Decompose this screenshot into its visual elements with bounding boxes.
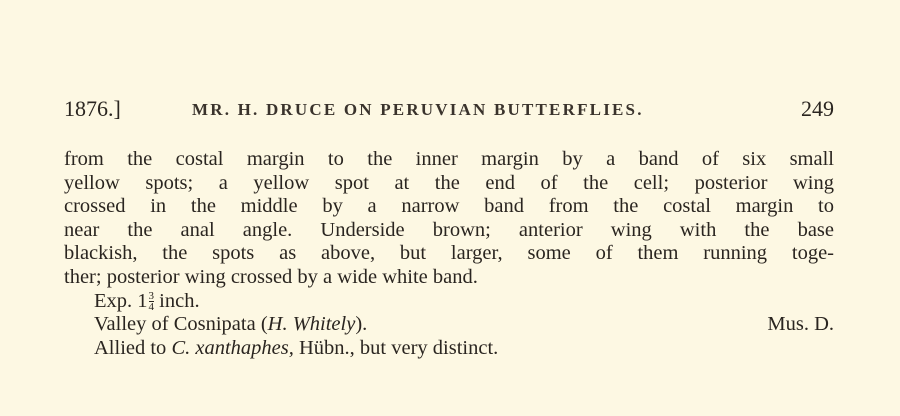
page-number: 249	[801, 96, 834, 121]
text-line: near the anal angle. Underside brown; anterior wing with the base	[64, 218, 834, 241]
fraction-denominator: 4	[148, 301, 155, 314]
allied-species: C. xanthaphes,	[171, 336, 294, 359]
header-year: 1876.]	[64, 96, 121, 121]
text-line: from the costal margin to the inner margin by a band of six small	[64, 148, 834, 170]
text-line: yellow spots; a yellow spot at the end of the cell; posterior wing	[64, 171, 834, 194]
locality-before: Valley of Cosnipata (	[94, 313, 268, 336]
page-header	[64, 96, 834, 126]
museum-label: Mus. D.	[767, 313, 834, 336]
body-text	[64, 148, 834, 360]
allied-line	[64, 337, 834, 361]
allied-before: Allied to	[94, 336, 172, 359]
locality-text	[94, 313, 367, 337]
allied-after: Hübn., but very distinct.	[293, 336, 499, 359]
expanse-suffix: inch.	[154, 289, 200, 312]
running-title: MR. H. DRUCE ON PERUVIAN BUTTERFLIES.	[192, 100, 644, 119]
collector-name: H. Whitely	[267, 313, 356, 336]
text-line: crossed in the middle by a narrow band from the costal margin to	[64, 195, 834, 218]
locality-after: ).	[355, 313, 368, 336]
locality-line	[64, 313, 834, 337]
text-line: blackish, the spots as above, but larger, some of them running toge-	[64, 242, 834, 265]
expanse-prefix: Exp. 1	[94, 289, 148, 312]
expanse-line	[64, 290, 834, 314]
text-line: ther; posterior wing crossed by a wide white band.	[64, 265, 478, 288]
fraction-numerator: 3	[148, 290, 155, 303]
